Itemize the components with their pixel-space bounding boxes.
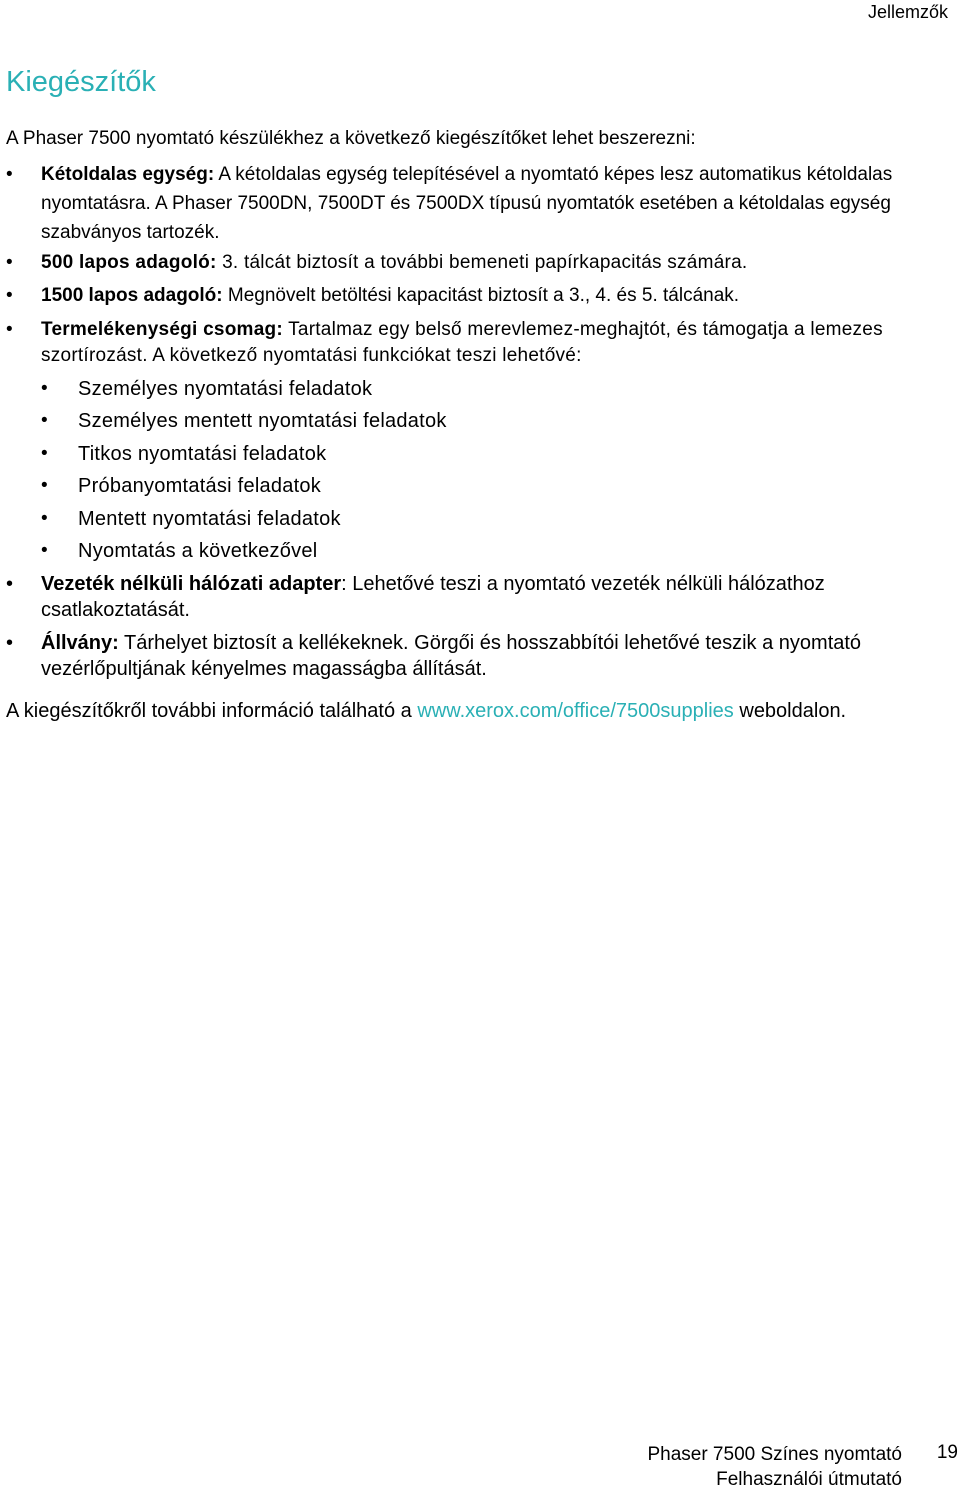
item-term: 1500 lapos adagoló: xyxy=(41,285,223,306)
item-term: Kétoldalas egység: xyxy=(41,164,215,185)
list-item-500-sheet-feeder xyxy=(0,250,960,276)
item-term: Állvány: xyxy=(41,632,119,654)
list-item-productivity-kit xyxy=(0,317,960,564)
footer xyxy=(647,1442,902,1492)
outro-text: A kiegészítőkről további információ található a xyxy=(6,700,418,722)
list-item-duplex xyxy=(0,160,960,247)
item-description: Tartalmaz egy belső merevlemez-meghajtót, és támogatja a lemezes szortírozást. A következő nyomtatási funkciókat teszi lehetővé: xyxy=(41,319,883,366)
footer-guide-name: Felhasználói útmutató xyxy=(716,1469,902,1490)
list-item-stand xyxy=(0,630,960,682)
sublist-item: • Titkos nyomtatási feladatok xyxy=(41,441,940,467)
item-term: Vezeték nélküli hálózati adapter xyxy=(41,573,342,595)
sublist-item: • Mentett nyomtatási feladatok xyxy=(41,506,940,532)
outro-paragraph xyxy=(6,700,846,723)
item-description: Tárhelyet biztosít a kellékeknek. Görgői és hosszabbítói lehetővé teszik a nyomtató vezérlőpultjának kényelmes magasságba állítását. xyxy=(41,632,862,680)
section-title: Kiegészítők xyxy=(6,66,156,98)
list-item-1500-sheet-feeder xyxy=(0,283,960,309)
item-term: 500 lapos adagoló: xyxy=(41,252,217,273)
item-description: 3. tálcát biztosít a további bemeneti papírkapacitás számára. xyxy=(216,252,748,273)
intro-paragraph: A Phaser 7500 nyomtató készülékhez a következő kiegészítőket lehet beszerezni: xyxy=(6,128,696,149)
supplies-link[interactable]: www.xerox.com/office/7500supplies xyxy=(417,700,734,722)
item-term: Termelékenységi csomag: xyxy=(41,319,283,340)
item-description: : Lehetővé teszi a nyomtató vezeték nélküli hálózathoz csatlakoztatását. xyxy=(41,573,825,621)
running-header: Jellemzők xyxy=(867,2,948,22)
item-description: A kétoldalas egység telepítésével a nyomtató képes lesz automatikus kétoldalas nyomtatásra. A Phaser 7500DN, 7500DT és 7500DX típusú nyomtatók esetében a kétoldalas egység szabványos tartozék. xyxy=(41,164,893,243)
sublist-item: • Személyes mentett nyomtatási feladatok xyxy=(41,408,940,434)
sublist-item: • Személyes nyomtatási feladatok xyxy=(41,376,940,402)
accessory-list xyxy=(0,160,960,682)
outro-text-end: weboldalon. xyxy=(733,700,847,722)
sublist-item: • Próbanyomtatási feladatok xyxy=(41,473,940,499)
footer-product-name: Phaser 7500 Színes nyomtató xyxy=(647,1444,902,1465)
sublist-item: • Nyomtatás a következővel xyxy=(41,538,940,564)
page-number: 19 xyxy=(936,1442,958,1463)
productivity-features-list xyxy=(41,376,940,565)
list-item-wireless-adapter xyxy=(0,571,960,623)
item-description: Megnövelt betöltési kapacitást biztosít a 3., 4. és 5. tálcának. xyxy=(222,285,740,306)
